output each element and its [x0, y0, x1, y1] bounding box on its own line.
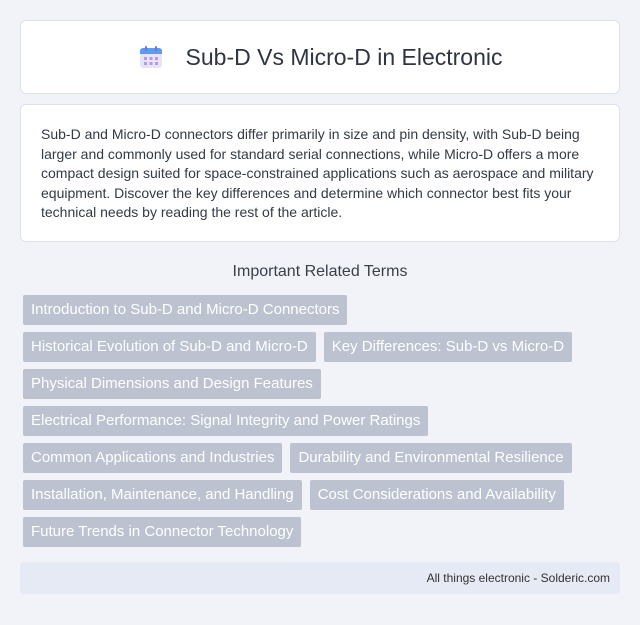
term-row — [23, 369, 623, 399]
term-tag[interactable]: Electrical Performance: Signal Integrity and Power Ratings — [23, 406, 428, 436]
footer-text[interactable]: All things electronic - Solderic.com — [426, 571, 610, 585]
term-tag[interactable]: Common Applications and Industries — [23, 443, 282, 473]
term-tag[interactable]: Future Trends in Connector Technology — [23, 517, 301, 547]
intro-text: Sub-D and Micro-D connectors differ primarily in size and pin density, with Sub-D being larger and commonly used for standard serial connections, while Micro-D offers a more compact design suited for space-constrained applications such as aerospace and military equipment. Discover the key differences and determine which connector best fits your technical needs by reading the rest of the article. — [41, 126, 594, 220]
term-tag[interactable]: Durability and Environmental Resilience — [290, 443, 571, 473]
term-tag[interactable]: Introduction to Sub-D and Micro-D Connectors — [23, 295, 347, 325]
term-row — [23, 406, 623, 436]
related-terms-heading: Important Related Terms — [232, 263, 408, 280]
term-row — [23, 295, 623, 325]
term-tag[interactable]: Cost Considerations and Availability — [310, 480, 564, 510]
term-row — [23, 517, 623, 547]
page-title: Sub-D Vs Micro-D in Electronic — [185, 43, 503, 70]
calendar-icon — [138, 45, 164, 69]
title-card — [20, 20, 620, 94]
related-terms-list — [23, 295, 623, 554]
term-row — [23, 332, 623, 362]
term-tag[interactable]: Installation, Maintenance, and Handling — [23, 480, 302, 510]
intro-card — [20, 104, 620, 242]
footer — [20, 562, 620, 594]
title-wrap — [138, 44, 503, 71]
term-row — [23, 480, 623, 510]
term-row — [23, 443, 623, 473]
term-tag[interactable]: Historical Evolution of Sub-D and Micro-D — [23, 332, 316, 362]
term-tag[interactable]: Physical Dimensions and Design Features — [23, 369, 321, 399]
term-tag[interactable]: Key Differences: Sub-D vs Micro-D — [324, 332, 572, 362]
